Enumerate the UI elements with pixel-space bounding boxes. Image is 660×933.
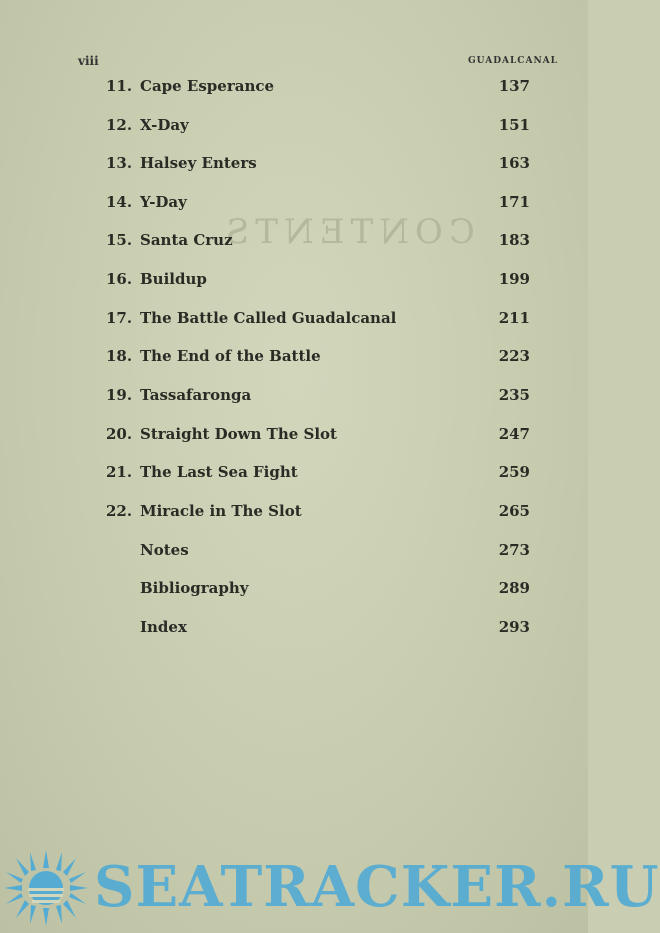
chapter-title: The End of the Battle — [140, 347, 321, 365]
sun-icon — [0, 848, 92, 928]
chapter-title: Tassafaronga — [140, 386, 252, 404]
chapter-number: 17. — [106, 309, 133, 327]
toc-entry — [106, 502, 530, 524]
toc-entry — [106, 77, 530, 99]
chapter-number: 18. — [106, 347, 133, 365]
page-number: 137 — [498, 77, 530, 95]
page-number: 259 — [498, 463, 530, 481]
page-number: 151 — [498, 116, 530, 134]
page-number: 265 — [498, 502, 530, 520]
chapter-title: The Last Sea Fight — [140, 463, 298, 481]
chapter-number: 21. — [106, 463, 133, 481]
toc-entry-index — [106, 618, 530, 640]
page-number: 199 — [498, 270, 530, 288]
toc-entry — [106, 463, 530, 485]
page-number: 171 — [498, 193, 530, 211]
toc-entry — [106, 386, 530, 408]
page-number: 211 — [498, 309, 530, 327]
chapter-number: 12. — [106, 116, 133, 134]
chapter-title: Cape Esperance — [140, 77, 275, 95]
toc-entry — [106, 231, 530, 253]
chapter-title: Buildup — [140, 270, 207, 288]
toc-entry — [106, 116, 530, 138]
chapter-number: 15. — [106, 231, 133, 249]
page-number: 235 — [498, 386, 530, 404]
chapter-number: 13. — [106, 154, 133, 172]
chapter-title: X-Day — [140, 116, 189, 134]
chapter-number: 19. — [106, 386, 133, 404]
page-number: 163 — [498, 154, 530, 172]
section-title: Index — [140, 618, 187, 636]
page-number: 293 — [498, 618, 530, 636]
toc-entry — [106, 347, 530, 369]
section-title: Bibliography — [140, 579, 249, 597]
page-folio: viii — [78, 54, 99, 68]
toc-entry — [106, 309, 530, 331]
toc-entry-bibliography — [106, 579, 530, 601]
chapter-number: 20. — [106, 425, 133, 443]
page-number: 273 — [498, 541, 530, 559]
toc-entry — [106, 270, 530, 292]
chapter-title: Miracle in The Slot — [140, 502, 302, 520]
chapter-number: 16. — [106, 270, 133, 288]
watermark-text: SEATRACKER.RU — [94, 854, 660, 920]
toc-entry — [106, 425, 530, 447]
toc-entry — [106, 154, 530, 176]
chapter-number: 14. — [106, 193, 133, 211]
page-number: 247 — [498, 425, 530, 443]
toc-entry-notes — [106, 541, 530, 563]
chapter-title: Straight Down The Slot — [140, 425, 337, 443]
chapter-number: 22. — [106, 502, 133, 520]
section-title: Notes — [140, 541, 189, 559]
page-number: 183 — [498, 231, 530, 249]
running-book-title: GUADALCANAL — [467, 56, 558, 66]
chapter-title: Santa Cruz — [140, 231, 233, 249]
page-number: 289 — [498, 579, 530, 597]
running-head — [78, 54, 558, 68]
toc-entry — [106, 193, 530, 215]
chapter-number: 11. — [106, 77, 133, 95]
bleed-through-heading: CONTENTS — [220, 212, 475, 252]
chapter-title: Halsey Enters — [140, 154, 257, 172]
chapter-title: Y-Day — [140, 193, 187, 211]
watermark — [0, 848, 660, 928]
page-number: 223 — [498, 347, 530, 365]
chapter-title: The Battle Called Guadalcanal — [140, 309, 397, 327]
